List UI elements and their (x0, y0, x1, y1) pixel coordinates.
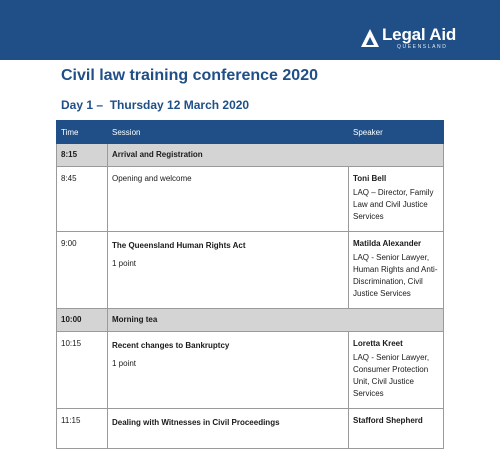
row-speaker (349, 409, 444, 449)
speaker-name: Toni Bell (353, 174, 387, 183)
row-time: 10:15 (57, 332, 108, 409)
column-header-time: Time (57, 121, 108, 144)
speaker-name: Loretta Kreet (353, 339, 403, 348)
session-title: The Queensland Human Rights Act (112, 241, 246, 250)
session-title: Recent changes to Bankruptcy (112, 341, 230, 350)
speaker-name: Matilda Alexander (353, 239, 422, 248)
row-session (108, 232, 349, 309)
table-row (57, 232, 444, 309)
column-header-speaker: Speaker (349, 121, 444, 144)
row-speaker (349, 167, 444, 232)
row-session (108, 332, 349, 409)
table-row (57, 144, 444, 167)
row-time: 8:15 (57, 144, 108, 167)
session-points: 1 point (112, 259, 137, 268)
table-row (57, 409, 444, 449)
table-row (57, 167, 444, 232)
speaker-role: LAQ – Director, Family Law and Civil Justice Services (353, 188, 434, 221)
table-row (57, 309, 444, 332)
column-header-session: Session (108, 121, 349, 144)
speaker-role: LAQ - Senior Lawyer, Human Rights and Anti-Discrimination, Civil Justice Services (353, 253, 438, 298)
logo-text: Legal Aid (382, 25, 457, 44)
legal-aid-triangle-icon (360, 28, 380, 48)
logo-subtext: QUEENSLAND (397, 44, 448, 50)
row-speaker (349, 232, 444, 309)
document-title: Civil law training conference 2020 (61, 67, 318, 84)
legal-aid-logo[interactable] (360, 26, 478, 54)
row-time: 10:00 (57, 309, 108, 332)
row-time: 8:45 (57, 167, 108, 232)
session-title: Dealing with Witnesses in Civil Proceedings (112, 418, 280, 427)
row-session (108, 167, 349, 232)
session-points: 1 point (112, 359, 137, 368)
row-speaker (349, 332, 444, 409)
session-title: Opening and welcome (112, 174, 192, 183)
day-heading: Day 1 – Thursday 12 March 2020 (61, 98, 250, 112)
table-header-row (57, 121, 444, 144)
table-row (57, 332, 444, 409)
speaker-name: Stafford Shepherd (353, 416, 423, 425)
row-time: 9:00 (57, 232, 108, 309)
row-session: Arrival and Registration (108, 144, 444, 167)
row-time: 11:15 (57, 409, 108, 449)
row-session: Morning tea (108, 309, 444, 332)
speaker-role: LAQ - Senior Lawyer, Consumer Protection Unit, Civil Justice Services (353, 353, 430, 398)
row-session (108, 409, 349, 449)
header-banner (0, 0, 500, 60)
